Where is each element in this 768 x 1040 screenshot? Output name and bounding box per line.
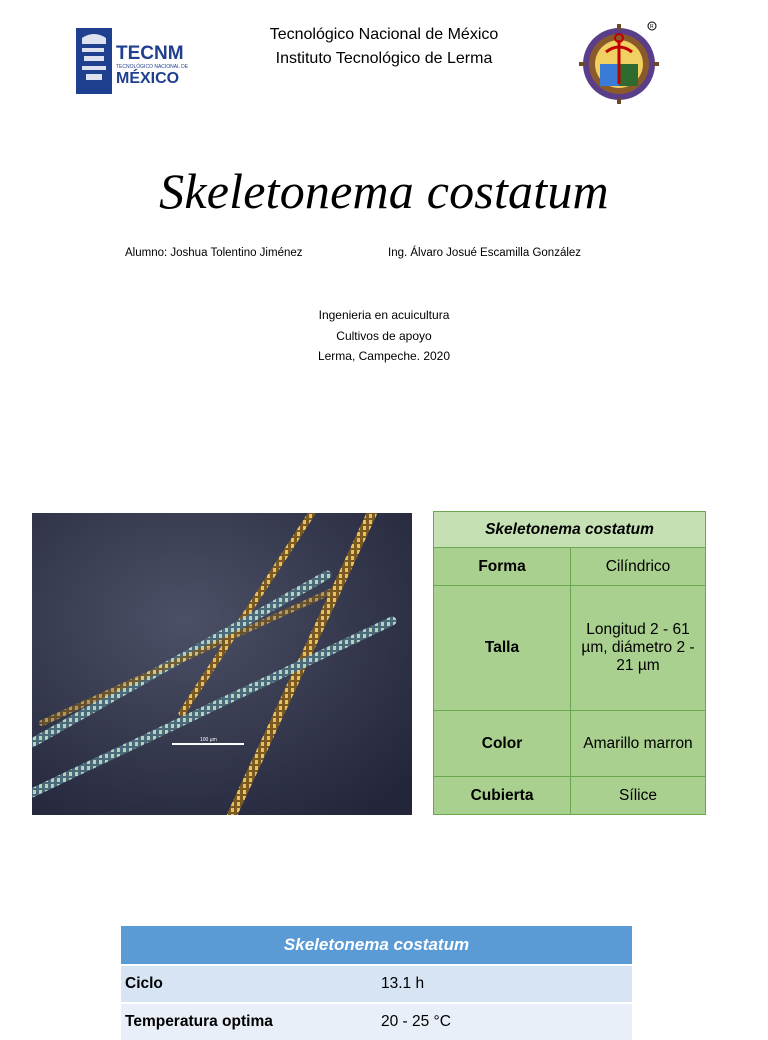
species-traits-table <box>433 511 706 815</box>
document-title: Skeletonema costatum <box>159 163 609 219</box>
traits-label-forma: Forma <box>434 548 571 586</box>
scale-bar-label: 100 µm <box>200 737 217 743</box>
course-name: Cultivos de apoyo <box>336 329 432 343</box>
traits-value-color: Amarillo marron <box>571 711 706 777</box>
traits-value-cubierta: Sílice <box>571 777 706 815</box>
tecnm-logo-mexico: MÉXICO <box>116 70 180 87</box>
conditions-label-temperatura: Temperatura optima <box>121 1003 377 1040</box>
tecnm-logo <box>76 26 188 98</box>
career-name: Ingenieria en acuicultura <box>318 308 450 322</box>
institute-name: Instituto Tecnológico de Lerma <box>275 50 493 67</box>
tecnm-logo-subtext: TECNOLÓGICO NACIONAL DE <box>116 64 188 70</box>
traits-label-talla: Talla <box>434 586 571 711</box>
diatom-micrograph-icon <box>32 513 412 815</box>
instituto-lerma-emblem-icon <box>576 18 662 106</box>
student-name: Alumno: Joshua Tolentino Jiménez <box>125 247 303 259</box>
place-date: Lerma, Campeche. 2020 <box>317 349 451 363</box>
institution-name: Tecnológico Nacional de México <box>269 26 499 43</box>
traits-value-forma: Cilíndrico <box>571 548 706 586</box>
culture-conditions-table <box>121 926 632 1040</box>
traits-label-cubierta: Cubierta <box>434 777 571 815</box>
conditions-table-header: Skeletonema costatum <box>121 926 632 965</box>
tecnm-logo-text: TECNM <box>116 43 184 64</box>
teacher-name: Ing. Álvaro Josué Escamilla González <box>388 247 582 259</box>
conditions-value-ciclo: 13.1 h <box>377 965 632 1003</box>
conditions-label-ciclo: Ciclo <box>121 965 377 1003</box>
svg-text:R: R <box>650 24 654 30</box>
traits-value-talla: Longitud 2 - 61 µm, diámetro 2 - 21 µm <box>571 586 706 711</box>
traits-table-header: Skeletonema costatum <box>434 512 706 548</box>
conditions-value-temperatura: 20 - 25 °C <box>377 1003 632 1040</box>
traits-label-color: Color <box>434 711 571 777</box>
